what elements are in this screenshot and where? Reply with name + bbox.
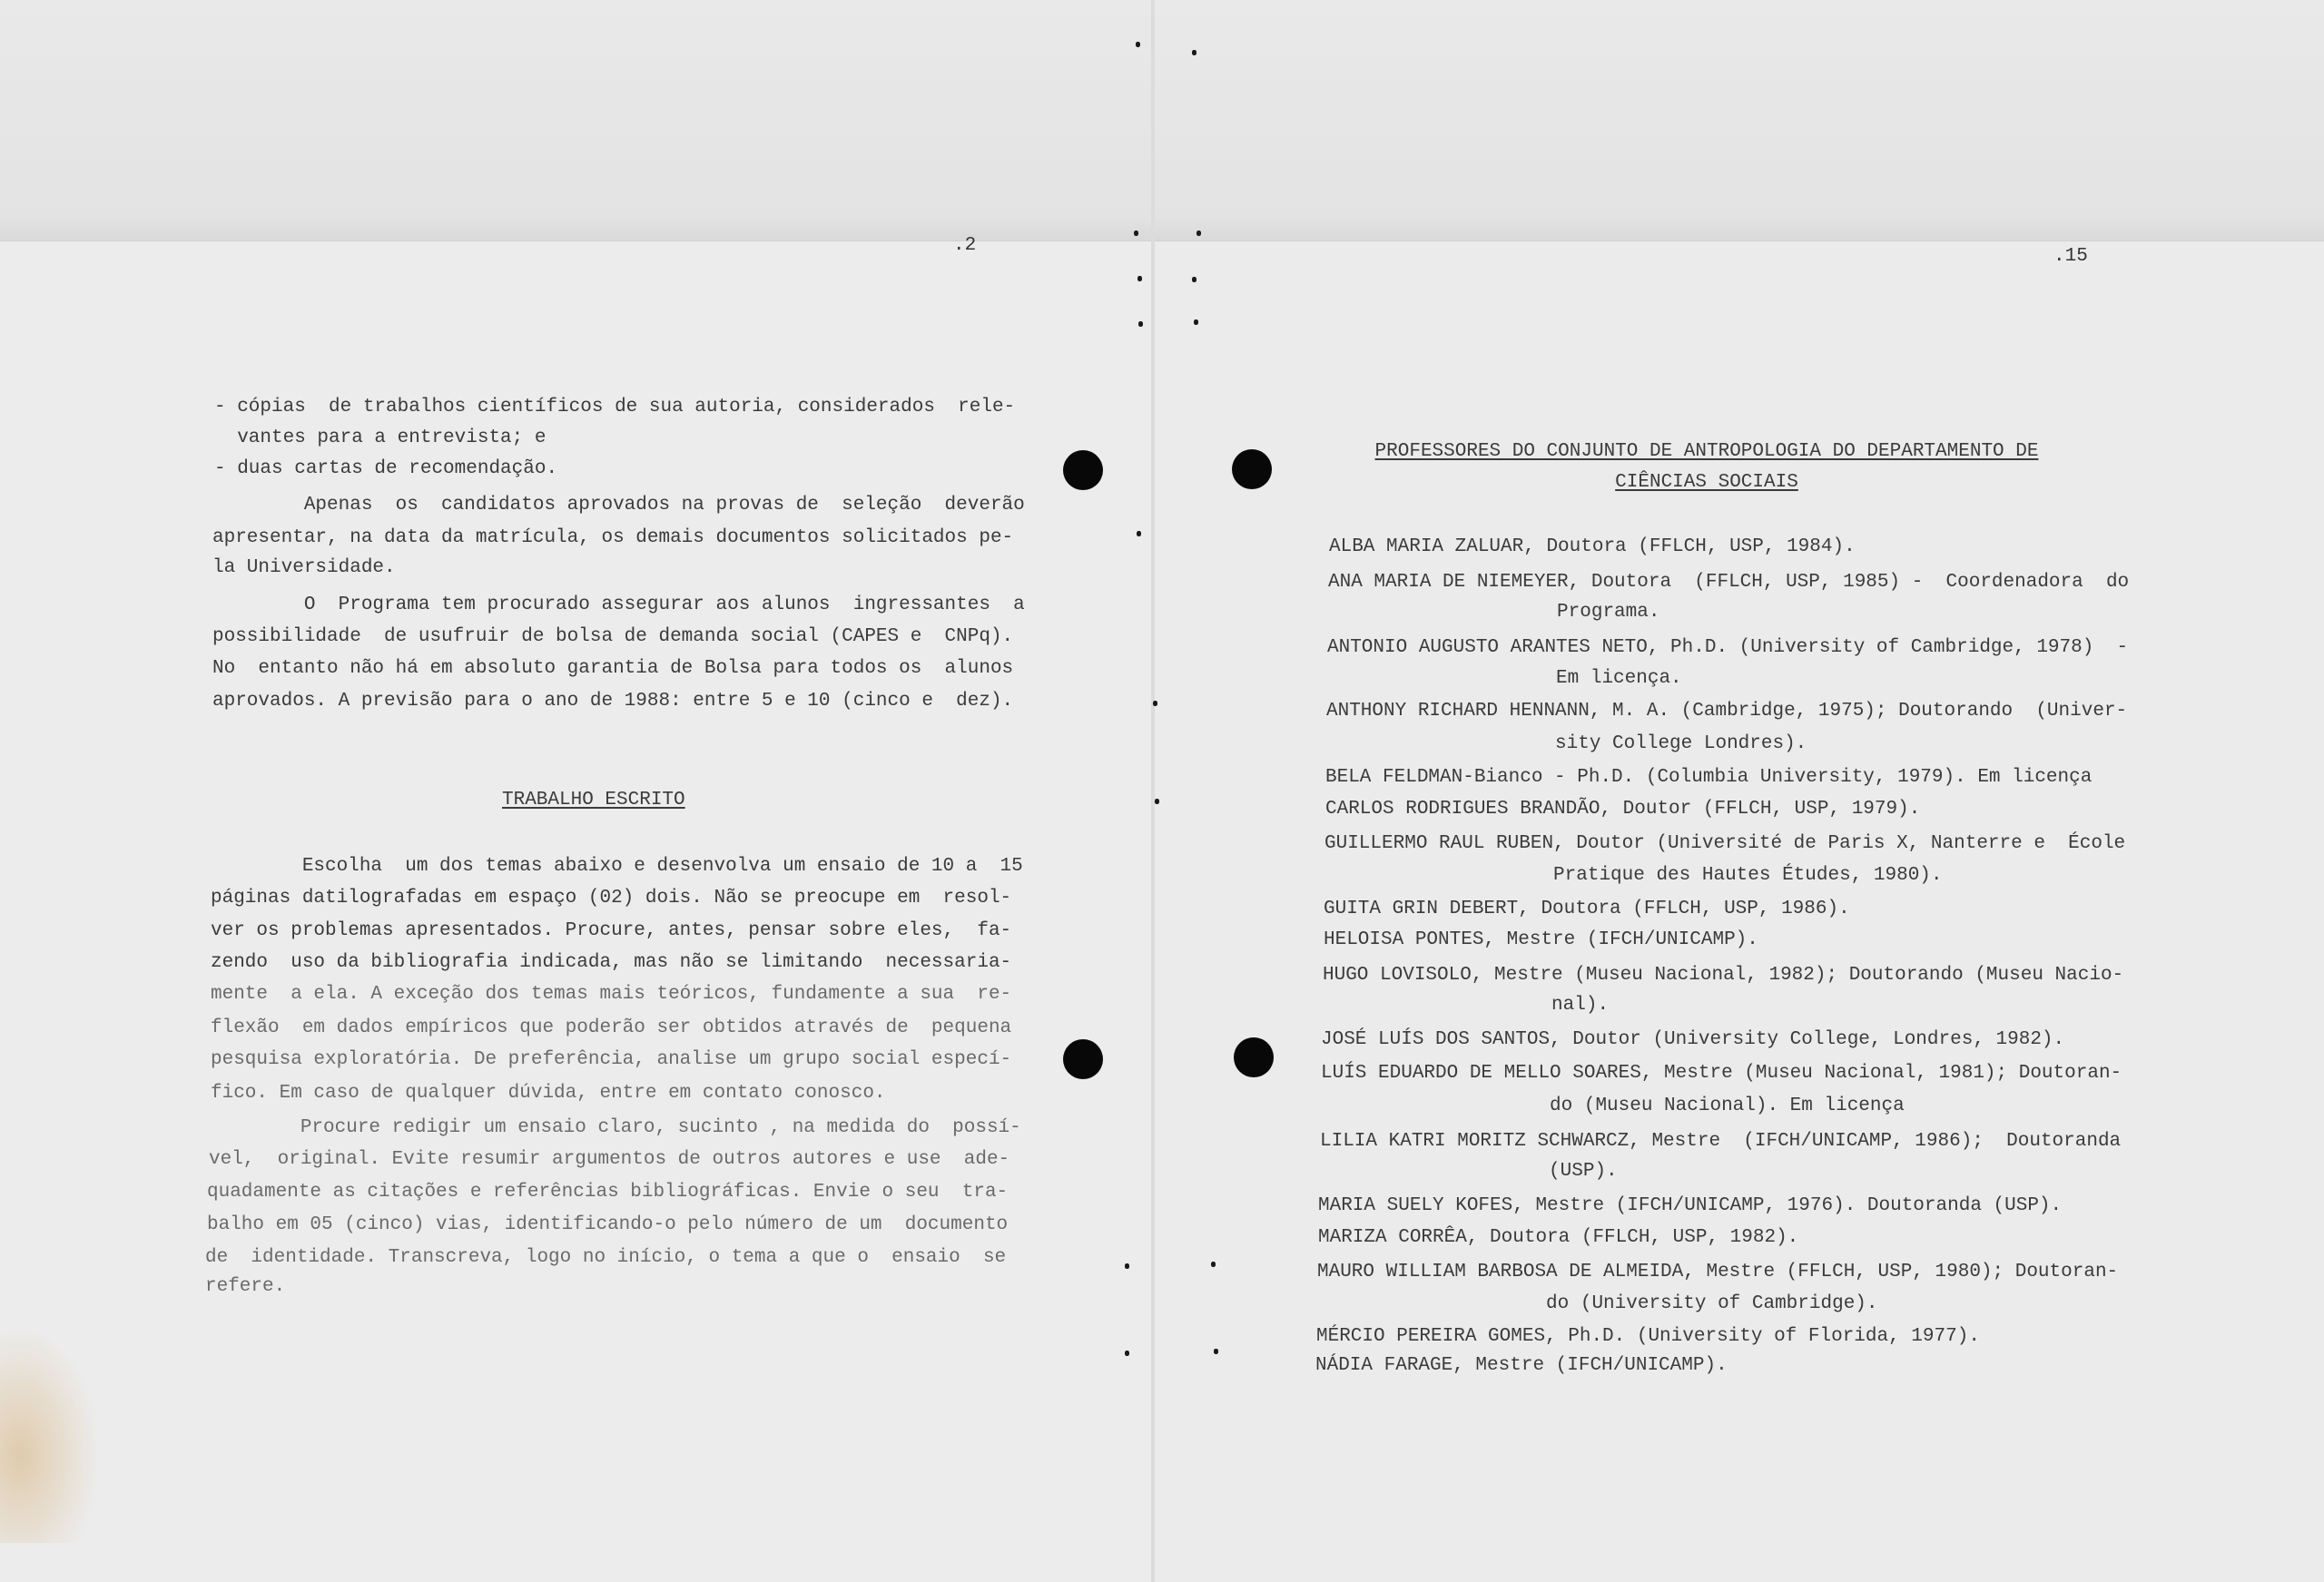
faculty-entry: MARIA SUELY KOFES, Mestre (IFCH/UNICAMP, 1976). Doutoranda (USP). [1318,1195,2063,1216]
faculty-entry: ANTONIO AUGUSTO ARANTES NETO, Ph.D. (University of Cambridge, 1978) - [1327,637,2129,658]
punch-hole [1234,1037,1274,1077]
binding-speck [1194,319,1198,325]
left-page [0,241,1153,1582]
faculty-entry: ANTHONY RICHARD HENNANN, M. A. (Cambridge, 1975); Doutorando (Univer- [1326,701,2128,722]
text-line: O Programa tem procurado assegurar aos alunos ingressantes a [212,594,1025,615]
text-line: - cópias de trabalhos científicos de sua autoria, considerados rele- [214,397,1016,418]
faculty-entry: sity College Londres). [1326,733,1807,754]
text-line: No entanto não há em absoluto garantia de Bolsa para todos os alunos [212,658,1014,679]
faculty-entry: MÉRCIO PEREIRA GOMES, Ph.D. (University of Florida, 1977). [1316,1326,1980,1347]
faculty-entry: nal). [1323,995,1610,1016]
text-line: quadamente as citações e referências bibliográficas. Envie o seu tra- [207,1182,1009,1203]
binding-speck [1125,1351,1129,1356]
faculty-entry: GUITA GRIN DEBERT, Doutora (FFLCH, USP, 1986). [1324,899,1850,919]
punch-hole [1063,1039,1103,1079]
faculty-entry: (USP). [1320,1161,1618,1182]
right-page-number: .15 [2053,246,2088,267]
faculty-entry: do (University of Cambridge). [1317,1293,1878,1314]
binding-speck [1125,1263,1129,1269]
faculty-entry: ALBA MARIA ZALUAR, Doutora (FFLCH, USP, 1984). [1329,536,1856,557]
binding-speck [1196,231,1201,236]
faculty-entry: MARIZA CORRÊA, Doutora (FFLCH, USP, 1982). [1318,1227,1799,1248]
binding-speck [1192,50,1196,55]
faculty-entry: JOSÉ LUÍS DOS SANTOS, Doutor (University College, Londres, 1982). [1321,1029,2065,1050]
text-line: possibilidade de usufruir de bolsa de demanda social (CAPES e CNPq). [212,626,1014,647]
text-line: apresentar, na data da matrícula, os demais documentos solicitados pe- [212,527,1014,548]
binding-speck [1138,321,1143,327]
faculty-entry: GUILLERMO RAUL RUBEN, Doutor (Université de Paris X, Nanterre e École [1324,833,2126,854]
faculty-entry: NÁDIA FARAGE, Mestre (IFCH/UNICAMP). [1315,1355,1728,1376]
binding-speck [1155,799,1159,804]
text-line: Apenas os candidatos aprovados na provas de seleção deverão [212,495,1025,516]
faculty-entry: ANA MARIA DE NIEMEYER, Doutora (FFLCH, USP, 1985) - Coordenadora do [1328,572,2130,593]
text-line: - duas cartas de recomendação. [214,458,558,479]
binding-speck [1137,276,1142,281]
binding-speck [1211,1262,1216,1267]
faculty-entry: HELOISA PONTES, Mestre (IFCH/UNICAMP). [1324,929,1758,950]
faculty-entry: Programa. [1328,602,1660,623]
text-line: páginas datilografadas em espaço (02) dois. Não se preocupe em resol- [211,888,1012,909]
binding-speck [1192,277,1196,282]
text-line: Escolha um dos temas abaixo e desenvolva um ensaio de 10 a 15 [211,856,1023,877]
text-line: zendo uso da bibliografia indicada, mas não se limitando necessaria- [211,952,1012,973]
center-fold [1151,0,1155,1582]
text-line: mente a ela. A exceção dos temas mais teóricos, fundamente a sua re- [211,984,1012,1005]
text-line: Procure redigir um ensaio claro, sucinto , na medida do possí- [209,1117,1021,1138]
punch-hole [1063,450,1103,490]
left-page-number: .2 [953,235,977,256]
text-line: ver os problemas apresentados. Procure, antes, pensar sobre eles, fa- [211,920,1012,941]
faculty-heading: PROFESSORES DO CONJUNTO DE ANTROPOLOGIA DO DEPARTAMENTO DE [1374,441,2039,462]
binding-speck [1153,701,1157,706]
text-line: pesquisa exploratória. De preferência, analise um grupo social especí- [211,1049,1012,1070]
text-line: de identidade. Transcreva, logo no início, o tema a que o ensaio se [205,1247,1007,1268]
scanner-top-strip [0,0,2324,242]
faculty-entry: BELA FELDMAN-Bianco - Ph.D. (Columbia University, 1979). Em licença [1325,767,2093,788]
binding-speck [1136,42,1140,47]
faculty-entry: HUGO LOVISOLO, Mestre (Museu Nacional, 1982); Doutorando (Museu Nacio- [1323,965,2124,986]
binding-speck [1137,531,1141,536]
paper-stain [0,1325,100,1543]
binding-speck [1134,231,1138,236]
faculty-entry: CARLOS RODRIGUES BRANDÃO, Doutor (FFLCH, USP, 1979). [1325,799,1921,820]
text-line: flexão em dados empíricos que poderão ser obtidos através de pequena [211,1017,1012,1038]
faculty-entry: Pratique des Hautes Études, 1980). [1324,865,1943,886]
faculty-entry: do (Museu Nacional). Em licença [1321,1096,1905,1116]
text-line: vantes para a entrevista; e [214,427,547,448]
binding-speck [1214,1349,1218,1354]
text-line: vel, original. Evite resumir argumentos de outros autores e use ade- [209,1149,1010,1170]
section-title: TRABALHO ESCRITO [502,790,685,811]
punch-hole [1232,449,1272,489]
text-line: la Universidade. [212,557,396,578]
text-line: balho em 05 (cinco) vias, identificando-o pelo número de um documento [207,1214,1009,1235]
faculty-entry: MAURO WILLIAM BARBOSA DE ALMEIDA, Mestre (FFLCH, USP, 1980); Doutoran- [1317,1262,2119,1282]
text-line: fico. Em caso de qualquer dúvida, entre em contato conosco. [211,1083,886,1104]
text-line: refere. [205,1276,286,1297]
faculty-entry: LILIA KATRI MORITZ SCHWARCZ, Mestre (IFCH/UNICAMP, 1986); Doutoranda [1320,1131,2122,1152]
faculty-entry: Em licença. [1327,668,1682,689]
text-line: aprovados. A previsão para o ano de 1988: entre 5 e 10 (cinco e dez). [212,691,1014,712]
faculty-heading: CIÊNCIAS SOCIAIS [1615,472,1798,493]
faculty-entry: LUÍS EDUARDO DE MELLO SOARES, Mestre (Museu Nacional, 1981); Doutoran- [1321,1063,2122,1084]
